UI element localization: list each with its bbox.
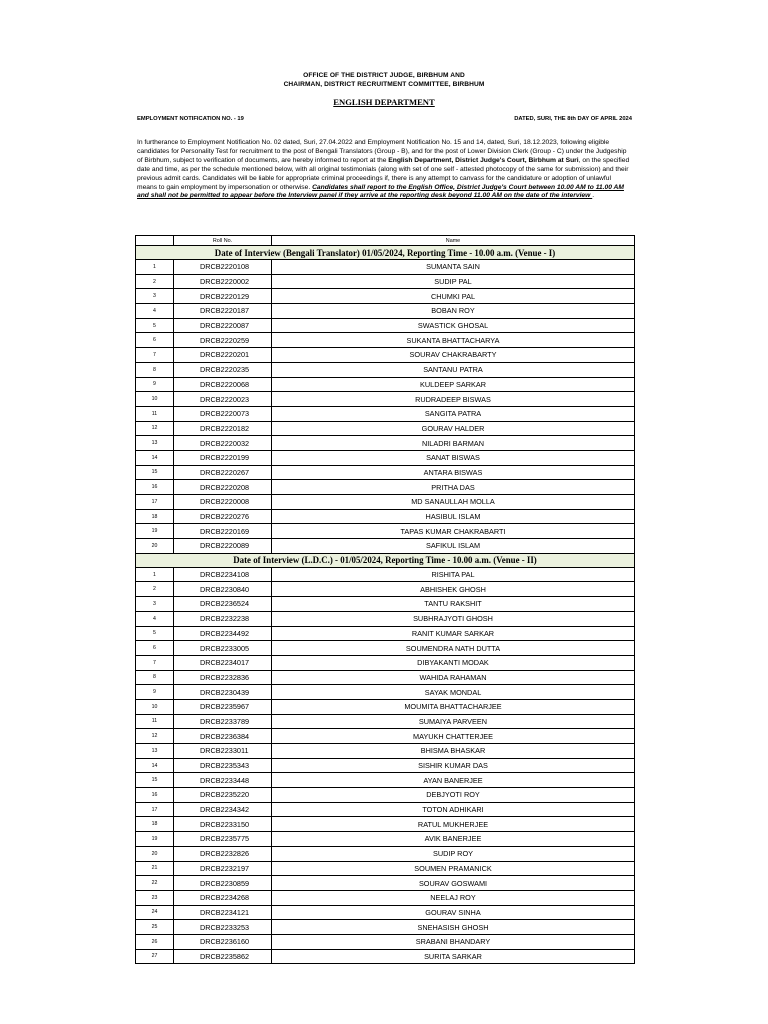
candidate-name-cell: SUDIP PAL bbox=[272, 274, 635, 289]
candidate-name-cell: MAYUKH CHATTERJEE bbox=[272, 729, 635, 744]
serial-number-cell: 9 bbox=[136, 377, 174, 392]
department-title: ENGLISH DEPARTMENT bbox=[333, 97, 435, 107]
table-row bbox=[136, 905, 635, 920]
candidate-name-cell: SOURAV CHAKRABARTY bbox=[272, 348, 635, 363]
table-row bbox=[136, 802, 635, 817]
candidate-name-cell: SAFIKUL ISLAM bbox=[272, 539, 635, 554]
table-row bbox=[136, 744, 635, 759]
candidate-name-cell: AYAN BANERJEE bbox=[272, 773, 635, 788]
candidate-name-cell: TANTU RAKSHIT bbox=[272, 597, 635, 612]
roll-number-cell: DRCB2236384 bbox=[174, 729, 272, 744]
table-row bbox=[136, 670, 635, 685]
table-row bbox=[136, 304, 635, 319]
roll-number-cell: DRCB2235775 bbox=[174, 832, 272, 847]
candidate-name-cell: SAYAK MONDAL bbox=[272, 685, 635, 700]
roll-number-cell: DRCB2220068 bbox=[174, 377, 272, 392]
serial-number-cell: 15 bbox=[136, 773, 174, 788]
serial-number-cell: 11 bbox=[136, 714, 174, 729]
roll-no-header: Roll No. bbox=[174, 236, 272, 246]
roll-number-cell: DRCB2234017 bbox=[174, 655, 272, 670]
roll-number-cell: DRCB2230439 bbox=[174, 685, 272, 700]
section-title: Date of Interview (L.D.C.) - 01/05/2024, Reporting Time - 10.00 a.m. (Venue - II) bbox=[136, 553, 635, 567]
candidate-name-cell: SOUMENDRA NATH DUTTA bbox=[272, 641, 635, 656]
candidate-name-cell: ANTARA BISWAS bbox=[272, 465, 635, 480]
table-row bbox=[136, 348, 635, 363]
candidate-name-cell: GOURAV SINHA bbox=[272, 905, 635, 920]
roll-number-cell: DRCB2233789 bbox=[174, 714, 272, 729]
roll-number-cell: DRCB2235220 bbox=[174, 788, 272, 803]
candidate-name-cell: SANGITA PATRA bbox=[272, 406, 635, 421]
candidate-name-cell: SOURAV GOSWAMI bbox=[272, 876, 635, 891]
serial-number-cell: 2 bbox=[136, 582, 174, 597]
table-row bbox=[136, 685, 635, 700]
serial-number-cell: 2 bbox=[136, 274, 174, 289]
serial-number-cell: 27 bbox=[136, 949, 174, 964]
serial-number-cell: 21 bbox=[136, 861, 174, 876]
serial-number-cell: 10 bbox=[136, 392, 174, 407]
roll-number-cell: DRCB2220276 bbox=[174, 509, 272, 524]
roll-number-cell: DRCB2220032 bbox=[174, 436, 272, 451]
serial-number-cell: 14 bbox=[136, 450, 174, 465]
section-title: Date of Interview (Bengali Translator) 01/05/2024, Reporting Time - 10.00 a.m. (Venue - I) bbox=[136, 246, 635, 260]
table-row bbox=[136, 788, 635, 803]
roll-number-cell: DRCB2233005 bbox=[174, 641, 272, 656]
table-row bbox=[136, 773, 635, 788]
roll-number-cell: DRCB2236160 bbox=[174, 934, 272, 949]
candidate-name-cell: RANIT KUMAR SARKAR bbox=[272, 626, 635, 641]
body-text-reporting-note: Candidates shall report to the English Office, District Judge's Court between 10.00 AM to 11.00 AM and shall not be permitted to appear before the Interview panel if they arrive at the reporting desk beyond 11.00 AM on the date of the interview bbox=[137, 183, 624, 200]
candidate-name-cell: NILADRI BARMAN bbox=[272, 436, 635, 451]
serial-number-cell: 13 bbox=[136, 436, 174, 451]
body-text-venue: English Department, District Judge's Court, Birbhum at Suri bbox=[388, 156, 579, 164]
serial-number-cell: 11 bbox=[136, 406, 174, 421]
candidate-name-cell: SANTANU PATRA bbox=[272, 362, 635, 377]
candidate-name-cell: SOUMEN PRAMANICK bbox=[272, 861, 635, 876]
serial-number-cell: 17 bbox=[136, 802, 174, 817]
table-row bbox=[136, 318, 635, 333]
table-row bbox=[136, 465, 635, 480]
table-row bbox=[136, 421, 635, 436]
roll-number-cell: DRCB2232836 bbox=[174, 670, 272, 685]
candidate-name-cell: CHUMKI PAL bbox=[272, 289, 635, 304]
serial-number-cell: 17 bbox=[136, 495, 174, 510]
section-header-row bbox=[136, 553, 635, 567]
table-row bbox=[136, 949, 635, 964]
table-row bbox=[136, 406, 635, 421]
section-header-row bbox=[136, 246, 635, 260]
roll-number-cell: DRCB2235967 bbox=[174, 699, 272, 714]
serial-number-cell: 7 bbox=[136, 348, 174, 363]
roll-number-cell: DRCB2220259 bbox=[174, 333, 272, 348]
roll-number-cell: DRCB2220073 bbox=[174, 406, 272, 421]
body-text-end: . bbox=[592, 192, 595, 200]
serial-header bbox=[136, 236, 174, 246]
serial-number-cell: 25 bbox=[136, 920, 174, 935]
roll-number-cell: DRCB2232197 bbox=[174, 861, 272, 876]
table-row bbox=[136, 729, 635, 744]
serial-number-cell: 18 bbox=[136, 509, 174, 524]
serial-number-cell: 9 bbox=[136, 685, 174, 700]
roll-number-cell: DRCB2234492 bbox=[174, 626, 272, 641]
serial-number-cell: 16 bbox=[136, 480, 174, 495]
serial-number-cell: 20 bbox=[136, 846, 174, 861]
table-row bbox=[136, 714, 635, 729]
serial-number-cell: 19 bbox=[136, 832, 174, 847]
candidate-name-cell: BOBAN ROY bbox=[272, 304, 635, 319]
candidate-name-cell: SANAT BISWAS bbox=[272, 450, 635, 465]
serial-number-cell: 8 bbox=[136, 362, 174, 377]
roll-number-cell: DRCB2234268 bbox=[174, 890, 272, 905]
candidate-name-cell: PRITHA DAS bbox=[272, 480, 635, 495]
candidate-name-cell: GOURAV HALDER bbox=[272, 421, 635, 436]
table-row bbox=[136, 655, 635, 670]
serial-number-cell: 6 bbox=[136, 641, 174, 656]
roll-number-cell: DRCB2230840 bbox=[174, 582, 272, 597]
candidate-name-cell: TAPAS KUMAR CHAKRABARTI bbox=[272, 524, 635, 539]
candidate-name-cell: TOTON ADHIKARI bbox=[272, 802, 635, 817]
serial-number-cell: 26 bbox=[136, 934, 174, 949]
candidate-name-cell: KULDEEP SARKAR bbox=[272, 377, 635, 392]
candidate-name-cell: RUDRADEEP BISWAS bbox=[272, 392, 635, 407]
table-row bbox=[136, 611, 635, 626]
table-row bbox=[136, 480, 635, 495]
roll-number-cell: DRCB2220169 bbox=[174, 524, 272, 539]
table-row bbox=[136, 597, 635, 612]
roll-number-cell: DRCB2220008 bbox=[174, 495, 272, 510]
body-text-instructions: , on the specified date and time, as per the schedule mentioned below, with all original testimonials (along with set of one self - attested photocopy of the same for submission) and their previous admit cards. Candidates will be liable for appropriate criminal proceedings if, there is any attempt to canvass for the candidature or adoption of unlawful means to gain employment by impersonation or otherwise. bbox=[137, 156, 630, 191]
candidate-name-cell: MOUMITA BHATTACHARJEE bbox=[272, 699, 635, 714]
table-row bbox=[136, 567, 635, 582]
table-row bbox=[136, 436, 635, 451]
table-row bbox=[136, 846, 635, 861]
serial-number-cell: 7 bbox=[136, 655, 174, 670]
notification-number: EMPLOYMENT NOTIFICATION NO. - 19 bbox=[137, 116, 244, 122]
serial-number-cell: 10 bbox=[136, 699, 174, 714]
serial-number-cell: 12 bbox=[136, 421, 174, 436]
serial-number-cell: 20 bbox=[136, 539, 174, 554]
body-text-intro: In furtherance to Employment Notification No. 02 dated, Suri, 27.04.2022 and Employment Notification No. 15 and 14, dated, Suri, 18.12.2023, following eligible candidates for Personality Test for recruitment to the post of Bengali Translators (Group - B), and for the post of Lower Division Clerk (Group - C) under the Judgeship of Birbhum, subject to verification of documents, are hereby informed to report at the bbox=[137, 139, 627, 164]
roll-number-cell: DRCB2233150 bbox=[174, 817, 272, 832]
roll-number-cell: DRCB2233448 bbox=[174, 773, 272, 788]
serial-number-cell: 5 bbox=[136, 318, 174, 333]
candidate-name-cell: BHISMA BHASKAR bbox=[272, 744, 635, 759]
serial-number-cell: 15 bbox=[136, 465, 174, 480]
candidate-name-cell: WAHIDA RAHAMAN bbox=[272, 670, 635, 685]
table-row bbox=[136, 274, 635, 289]
table-row bbox=[136, 539, 635, 554]
roll-number-cell: DRCB2220129 bbox=[174, 289, 272, 304]
serial-number-cell: 3 bbox=[136, 597, 174, 612]
serial-number-cell: 22 bbox=[136, 876, 174, 891]
table-row bbox=[136, 817, 635, 832]
table-row bbox=[136, 289, 635, 304]
table-row bbox=[136, 832, 635, 847]
table-row bbox=[136, 509, 635, 524]
serial-number-cell: 23 bbox=[136, 890, 174, 905]
candidate-name-cell: SWASTICK GHOSAL bbox=[272, 318, 635, 333]
serial-number-cell: 3 bbox=[136, 289, 174, 304]
candidate-name-cell: SUKANTA BHATTACHARYA bbox=[272, 333, 635, 348]
serial-number-cell: 1 bbox=[136, 567, 174, 582]
candidate-name-cell: RATUL MUKHERJEE bbox=[272, 817, 635, 832]
candidate-name-cell: SUDIP ROY bbox=[272, 846, 635, 861]
table-column-header bbox=[136, 236, 635, 246]
roll-number-cell: DRCB2236524 bbox=[174, 597, 272, 612]
candidate-name-cell: AVIK BANERJEE bbox=[272, 832, 635, 847]
notification-date: DATED, SURI, THE 8th DAY OF APRIL 2024 bbox=[514, 116, 632, 122]
candidate-name-cell: SRABANI BHANDARY bbox=[272, 934, 635, 949]
roll-number-cell: DRCB2220108 bbox=[174, 260, 272, 275]
table-row bbox=[136, 582, 635, 597]
roll-number-cell: DRCB2220087 bbox=[174, 318, 272, 333]
serial-number-cell: 18 bbox=[136, 817, 174, 832]
roll-number-cell: DRCB2232826 bbox=[174, 846, 272, 861]
table-row bbox=[136, 934, 635, 949]
roll-number-cell: DRCB2220201 bbox=[174, 348, 272, 363]
candidate-name-cell: DIBYAKANTI MODAK bbox=[272, 655, 635, 670]
roll-number-cell: DRCB2235343 bbox=[174, 758, 272, 773]
table-row bbox=[136, 861, 635, 876]
serial-number-cell: 14 bbox=[136, 758, 174, 773]
roll-number-cell: DRCB2234121 bbox=[174, 905, 272, 920]
name-header: Name bbox=[272, 236, 635, 246]
office-title-line-1: OFFICE OF THE DISTRICT JUDGE, BIRBHUM AND bbox=[303, 72, 465, 79]
roll-number-cell: DRCB2232238 bbox=[174, 611, 272, 626]
candidate-name-cell: SNEHASISH GHOSH bbox=[272, 920, 635, 935]
serial-number-cell: 13 bbox=[136, 744, 174, 759]
candidate-name-cell: DEBJYOTI ROY bbox=[272, 788, 635, 803]
roll-number-cell: DRCB2230859 bbox=[174, 876, 272, 891]
candidate-name-cell: SUBHRAJYOTI GHOSH bbox=[272, 611, 635, 626]
roll-number-cell: DRCB2220182 bbox=[174, 421, 272, 436]
table-row bbox=[136, 876, 635, 891]
candidate-name-cell: NEELAJ ROY bbox=[272, 890, 635, 905]
candidate-name-cell: MD SANAULLAH MOLLA bbox=[272, 495, 635, 510]
candidate-name-cell: SISHIR KUMAR DAS bbox=[272, 758, 635, 773]
roll-number-cell: DRCB2220199 bbox=[174, 450, 272, 465]
serial-number-cell: 19 bbox=[136, 524, 174, 539]
table-row bbox=[136, 890, 635, 905]
roll-number-cell: DRCB2220267 bbox=[174, 465, 272, 480]
roll-number-cell: DRCB2220089 bbox=[174, 539, 272, 554]
serial-number-cell: 8 bbox=[136, 670, 174, 685]
candidate-name-cell: HASIBUL ISLAM bbox=[272, 509, 635, 524]
candidate-name-cell: SURITA SARKAR bbox=[272, 949, 635, 964]
roll-number-cell: DRCB2233253 bbox=[174, 920, 272, 935]
serial-number-cell: 4 bbox=[136, 611, 174, 626]
table-row bbox=[136, 626, 635, 641]
serial-number-cell: 6 bbox=[136, 333, 174, 348]
serial-number-cell: 5 bbox=[136, 626, 174, 641]
roll-number-cell: DRCB2220208 bbox=[174, 480, 272, 495]
roll-number-cell: DRCB2233011 bbox=[174, 744, 272, 759]
table-row bbox=[136, 362, 635, 377]
serial-number-cell: 24 bbox=[136, 905, 174, 920]
serial-number-cell: 4 bbox=[136, 304, 174, 319]
table-row bbox=[136, 260, 635, 275]
roll-number-cell: DRCB2234342 bbox=[174, 802, 272, 817]
roll-number-cell: DRCB2234108 bbox=[174, 567, 272, 582]
serial-number-cell: 1 bbox=[136, 260, 174, 275]
candidate-name-cell: RISHITA PAL bbox=[272, 567, 635, 582]
table-row bbox=[136, 495, 635, 510]
office-title-line-2: CHAIRMAN, DISTRICT RECRUITMENT COMMITTEE, BIRBHUM bbox=[283, 81, 485, 88]
table-row bbox=[136, 699, 635, 714]
table-row bbox=[136, 524, 635, 539]
roll-number-cell: DRCB2220023 bbox=[174, 392, 272, 407]
table-row bbox=[136, 920, 635, 935]
candidate-name-cell: ABHISHEK GHOSH bbox=[272, 582, 635, 597]
serial-number-cell: 12 bbox=[136, 729, 174, 744]
candidate-table bbox=[135, 235, 635, 964]
notification-body bbox=[137, 139, 631, 201]
candidate-name-cell: SUMAIYA PARVEEN bbox=[272, 714, 635, 729]
roll-number-cell: DRCB2220187 bbox=[174, 304, 272, 319]
roll-number-cell: DRCB2220002 bbox=[174, 274, 272, 289]
table-row bbox=[136, 377, 635, 392]
table-row bbox=[136, 333, 635, 348]
roll-number-cell: DRCB2220235 bbox=[174, 362, 272, 377]
table-row bbox=[136, 392, 635, 407]
table-row bbox=[136, 641, 635, 656]
serial-number-cell: 16 bbox=[136, 788, 174, 803]
roll-number-cell: DRCB2235862 bbox=[174, 949, 272, 964]
table-row bbox=[136, 758, 635, 773]
table-row bbox=[136, 450, 635, 465]
candidate-name-cell: SUMANTA SAIN bbox=[272, 260, 635, 275]
